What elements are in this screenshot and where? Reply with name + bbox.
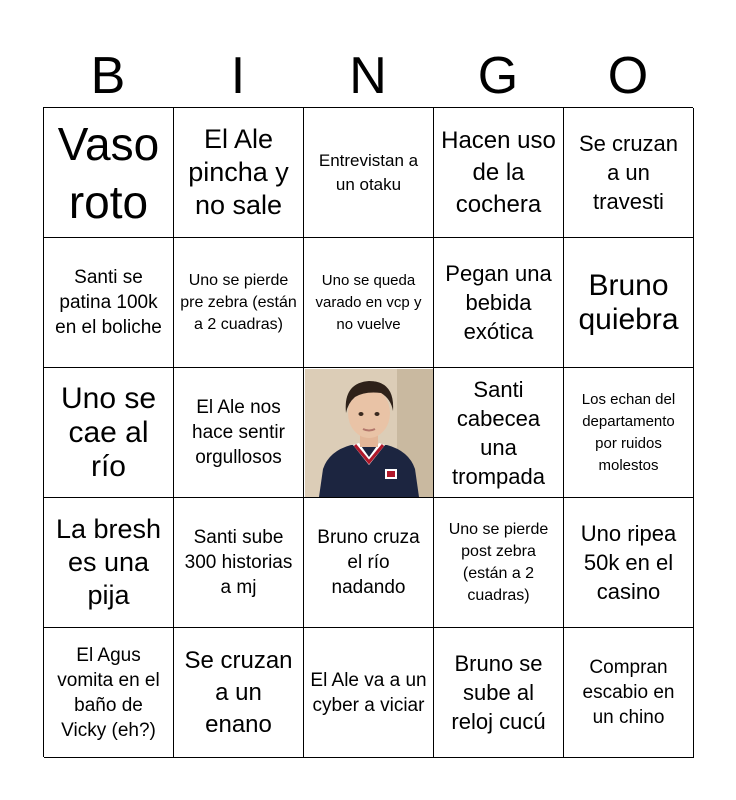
cell-text: Compran escabio en un chino bbox=[582, 657, 675, 728]
bingo-header bbox=[43, 46, 693, 106]
bingo-cell[interactable] bbox=[44, 238, 174, 368]
cell-text: El Ale nos hace sentir orgullosos bbox=[192, 397, 285, 468]
bingo-cell[interactable] bbox=[44, 498, 174, 628]
cell-text: Uno se cae al río bbox=[60, 381, 157, 483]
bingo-cell[interactable] bbox=[44, 628, 174, 758]
bingo-cell[interactable] bbox=[174, 108, 304, 238]
cell-text: Entrevistan a un otaku bbox=[318, 150, 419, 194]
bingo-cell[interactable] bbox=[304, 238, 434, 368]
header-letter-n: N bbox=[349, 47, 387, 105]
header-letter-i: I bbox=[230, 47, 246, 105]
bingo-board bbox=[43, 107, 693, 757]
cell-text: Uno se pierde post zebra (están a 2 cuadras) bbox=[448, 520, 549, 604]
cell-text: Uno ripea 50k en el casino bbox=[580, 521, 677, 604]
bingo-cell[interactable] bbox=[434, 628, 564, 758]
bingo-cell[interactable] bbox=[174, 628, 304, 758]
cell-text: Santi sube 300 historias a mj bbox=[184, 527, 293, 598]
cell-text: Se cruzan a un travesti bbox=[578, 131, 679, 214]
header-letter-o: O bbox=[607, 47, 649, 105]
cell-text: Se cruzan a un enano bbox=[184, 646, 293, 738]
cell-text: El Agus vomita en el baño de Vicky (eh?) bbox=[57, 644, 160, 741]
cell-text: Vaso roto bbox=[57, 117, 160, 228]
bingo-cell[interactable] bbox=[564, 368, 694, 498]
bingo-cell[interactable] bbox=[174, 368, 304, 498]
cell-text: Los echan del departamento por ruidos molestos bbox=[581, 390, 676, 474]
bingo-cell[interactable] bbox=[564, 238, 694, 368]
cell-text: Pegan una bebida exótica bbox=[445, 261, 552, 344]
cell-text: Bruno cruza el río nadando bbox=[317, 527, 420, 598]
cell-text: La bresh es una pija bbox=[55, 514, 162, 610]
cell-text: Santi se patina 100k en el boliche bbox=[55, 267, 162, 338]
bingo-cell[interactable] bbox=[434, 238, 564, 368]
boy-photo-icon bbox=[305, 369, 433, 497]
free-space-cell[interactable] bbox=[304, 368, 434, 498]
cell-text: Uno se queda varado en vcp y no vuelve bbox=[315, 271, 422, 333]
bingo-cell[interactable] bbox=[564, 108, 694, 238]
bingo-cell[interactable] bbox=[174, 498, 304, 628]
bingo-cell[interactable] bbox=[564, 498, 694, 628]
header-letter-b: B bbox=[90, 47, 126, 105]
cell-text: Uno se pierde pre zebra (están a 2 cuadras) bbox=[180, 271, 297, 333]
bingo-cell[interactable] bbox=[304, 628, 434, 758]
bingo-cell[interactable] bbox=[564, 628, 694, 758]
header-letter-g: G bbox=[477, 47, 519, 105]
bingo-cell[interactable] bbox=[434, 368, 564, 498]
cell-text: El Ale va a un cyber a viciar bbox=[310, 669, 427, 716]
cell-text: Santi cabecea una trompada bbox=[452, 376, 545, 489]
cell-text: Bruno quiebra bbox=[578, 268, 679, 336]
bingo-cell[interactable] bbox=[44, 368, 174, 498]
bingo-cell[interactable] bbox=[174, 238, 304, 368]
cell-text: Hacen uso de la cochera bbox=[441, 126, 556, 218]
bingo-cell[interactable] bbox=[44, 108, 174, 238]
bingo-cell[interactable] bbox=[434, 498, 564, 628]
bingo-cell[interactable] bbox=[434, 108, 564, 238]
cell-text: Bruno se sube al reloj cucú bbox=[451, 651, 546, 734]
cell-text: El Ale pincha y no sale bbox=[188, 124, 289, 220]
bingo-cell[interactable] bbox=[304, 498, 434, 628]
bingo-cell[interactable] bbox=[304, 108, 434, 238]
